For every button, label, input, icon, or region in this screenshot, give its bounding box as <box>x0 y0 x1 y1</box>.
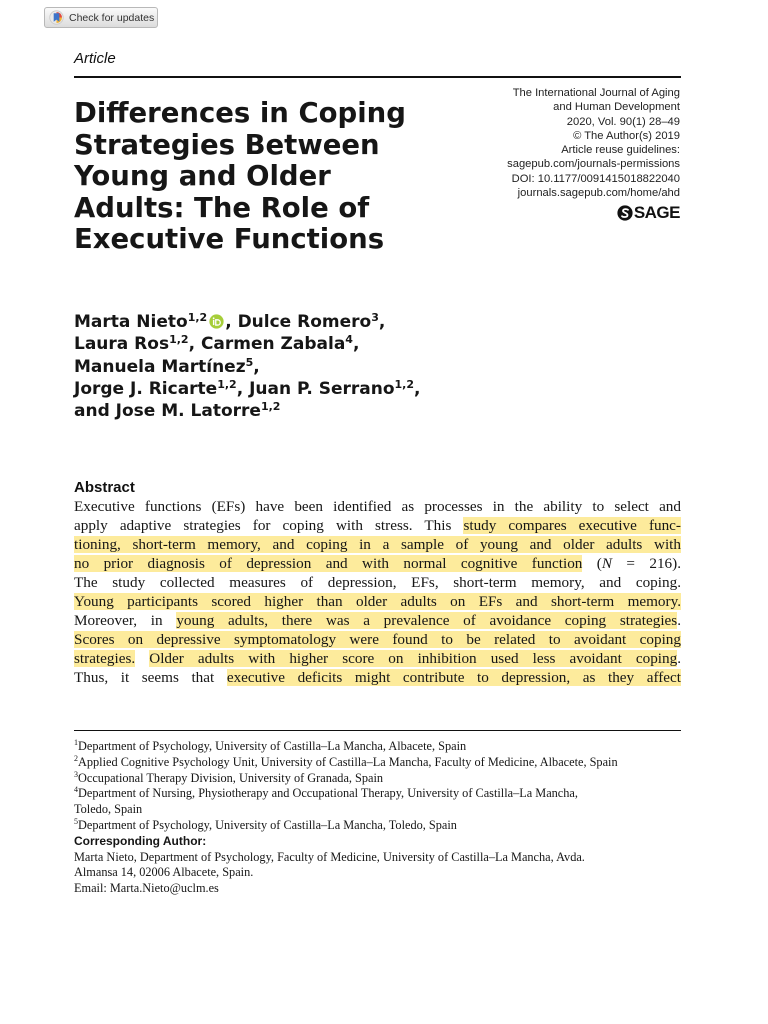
abstract-line <box>74 554 681 573</box>
author-name: , Carmen Zabala <box>188 334 346 355</box>
abstract-segment: . <box>677 650 681 667</box>
affiliation-text: Department of Psychology, University of Castilla–La Mancha, Albacete, Spain <box>78 739 467 753</box>
abstract-line <box>74 668 681 687</box>
affiliation-number: 5 <box>74 816 78 826</box>
author-name: , <box>378 312 386 332</box>
journal-volume: 2020, Vol. 90(1) 28–49 <box>566 115 680 128</box>
abstract-heading: Abstract <box>74 479 135 496</box>
author-name: Marta Nieto <box>74 312 188 332</box>
highlighted-text: strategies. <box>74 650 136 667</box>
footnotes <box>74 739 684 897</box>
title-line: Adults: The Role of <box>74 191 370 224</box>
abstract-segment: The study collected measures of depression, EFs, short-term memory, and coping. <box>74 574 681 591</box>
author-affiliation-marker: 1,2 <box>260 400 281 414</box>
abstract-segment: Thus, it seems that <box>74 669 227 686</box>
corresponding-author-line: Almansa 14, 02006 Albacete, Spain. <box>74 865 254 880</box>
affiliation <box>74 771 684 787</box>
author-line <box>74 400 494 422</box>
doi[interactable]: DOI: 10.1177/0091415018822040 <box>511 172 680 185</box>
author-affiliation-marker: 1,2 <box>217 377 237 391</box>
abstract-line <box>74 573 681 592</box>
author-affiliation-marker: 3 <box>371 311 379 324</box>
copyright: © The Author(s) 2019 <box>573 129 680 142</box>
orcid-icon[interactable] <box>209 314 224 329</box>
affiliation-number: 1 <box>74 738 78 747</box>
author-affiliation-marker: 4 <box>345 333 353 347</box>
affiliation-number: 4 <box>74 785 78 795</box>
author-name: and Jose M. Latorre <box>74 401 261 422</box>
author-name: , <box>352 334 360 355</box>
author-name: , <box>414 378 421 399</box>
abstract-line <box>74 497 681 516</box>
affiliation-list <box>74 739 684 834</box>
highlighted-text: Older adults with higher score on inhibition used less avoidant coping <box>149 650 678 667</box>
author-line <box>74 378 494 400</box>
footnote-rule <box>74 730 681 731</box>
highlighted-text: Young participants scored higher than older adults on EFs and short-term memory. <box>74 593 681 610</box>
affiliation-number: 2 <box>74 753 78 763</box>
abstract-segment: Executive functions (EFs) have been identified as processes in the ability to select and <box>74 498 681 515</box>
sage-s-icon <box>617 205 633 221</box>
abstract-line <box>74 592 681 611</box>
journal-home-link[interactable]: journals.sagepub.com/home/ahd <box>517 187 680 200</box>
article-type-label: Article <box>74 50 116 67</box>
affiliation <box>74 739 684 755</box>
abstract-line <box>74 630 681 649</box>
author-name: Laura Ros <box>74 334 170 355</box>
title-line: Young and Older <box>74 160 331 193</box>
highlighted-text: Scores on depressive symptomatology were found to be related to avoidant coping <box>74 631 681 648</box>
affiliation-number: 3 <box>74 769 78 779</box>
author-line <box>74 333 494 355</box>
abstract-segment: . <box>677 612 681 629</box>
author-line <box>74 356 494 378</box>
title-line: Executive Functions <box>74 223 385 256</box>
highlighted-text: no prior diagnosis of depression and with normal cognitive function <box>74 555 583 572</box>
check-for-updates-button[interactable] <box>44 7 158 28</box>
author-affiliation-marker: 5 <box>245 355 254 369</box>
abstract-segment: apply adaptive strategies for coping with stress. This <box>74 517 464 534</box>
corresponding-author-line: Marta Nieto, Department of Psychology, Faculty of Medicine, University of Castilla–La Mancha, Avda. <box>74 849 585 864</box>
author-line <box>74 311 494 333</box>
abstract-text <box>74 497 681 687</box>
affiliation <box>74 818 684 834</box>
author-list <box>74 311 494 422</box>
affiliation-continuation: Toledo, Spain <box>74 802 143 817</box>
author-name: , Dulce Romero <box>225 312 372 332</box>
highlighted-text: young adults, there was a prevalence of avoidance coping strategies <box>176 612 678 629</box>
affiliation-text: Department of Nursing, Physiotherapy and Occupational Therapy, University of Castilla–La Mancha, <box>78 786 578 801</box>
author-name: , <box>253 356 260 377</box>
highlighted-text: study compares executive func- <box>463 517 681 534</box>
abstract-line <box>74 516 681 535</box>
journal-info <box>450 86 680 200</box>
corresponding-author-email[interactable]: Email: Marta.Nieto@uclm.es <box>74 881 219 896</box>
affiliation <box>74 786 684 802</box>
abstract-segment <box>135 650 149 667</box>
affiliation <box>74 755 684 771</box>
reuse-guidelines-label: Article reuse guidelines: <box>561 144 680 157</box>
author-affiliation-marker: 1,2 <box>187 311 208 324</box>
author-affiliation-marker: 1,2 <box>169 333 189 347</box>
highlighted-text: executive deficits might contribute to depression, as they affect <box>226 669 681 686</box>
affiliation-text: Occupational Therapy Division, University of Granada, Spain <box>78 770 384 785</box>
sage-logo <box>617 203 680 223</box>
title-line: Strategies Between <box>74 128 380 161</box>
abstract-line <box>74 611 681 630</box>
check-for-updates-label: Check for updates <box>69 11 155 24</box>
author-name: Jorge J. Ricarte <box>74 378 218 399</box>
journal-name-line-1: The International Journal of Aging <box>512 87 680 99</box>
check-for-updates-icon <box>49 10 64 25</box>
permissions-link[interactable]: sagepub.com/journals-permissions <box>507 158 680 171</box>
highlighted-text: tioning, short-term memory, and coping in a sample of young and older adults with <box>74 536 681 553</box>
abstract-line <box>74 535 681 554</box>
abstract-segment: Moreover, in <box>74 612 177 629</box>
affiliation-text: Department of Psychology, University of Castilla–La Mancha, Toledo, Spain <box>78 817 457 832</box>
author-affiliation-marker: 1,2 <box>394 377 415 391</box>
corresponding-author-heading: Corresponding Author: <box>74 833 207 848</box>
abstract-segment: = 216). <box>612 555 682 572</box>
title-line: Differences in Coping <box>74 97 406 129</box>
sage-logo-text: SAGE <box>633 203 680 222</box>
affiliation-text: Applied Cognitive Psychology Unit, University of Castilla–La Mancha, Faculty of Medicine, Albacete, Spain <box>78 754 618 769</box>
author-name: Manuela Martínez <box>74 356 246 377</box>
abstract-segment: ( <box>582 555 602 572</box>
article-title <box>74 98 474 256</box>
journal-name-line-2: and Human Development <box>553 101 680 114</box>
author-name: , Juan P. Serrano <box>236 378 395 399</box>
abstract-italic: N <box>601 555 612 572</box>
header-rule <box>74 76 681 78</box>
abstract-line <box>74 649 681 668</box>
